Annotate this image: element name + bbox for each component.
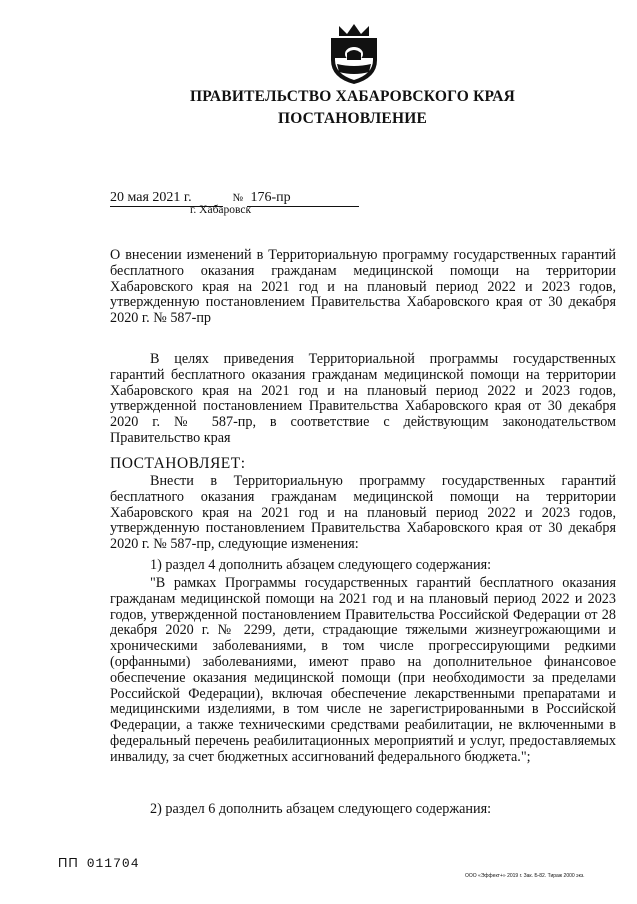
document-city: г. Хабаровск — [190, 204, 252, 216]
change-intro-paragraph: Внести в Территориальную программу государственных гарантий бесплатного оказания гражданам медицинской помощи на территории Хабаровского края на 2021 год и на плановый период 2022 и 2023 годов, утвержденную постановлением Правительства Хабаровского края от 30 декабря 2020 г. № 587-пр, следующие изменения: — [110, 473, 616, 553]
form-serial-number: 011704 — [86, 856, 140, 871]
item-2-paragraph: 2) раздел 6 дополнить абзацем следующего содержания: — [150, 801, 492, 817]
form-serial — [58, 855, 140, 871]
document-date: 20 мая 2021 г. — [110, 190, 223, 207]
form-series: ПП — [58, 855, 79, 870]
document-number: 176-пр — [247, 190, 359, 207]
quoted-paragraph: "В рамках Программы государственных гарантий бесплатного оказания гражданам медицинской помощи на 2021 год и на плановый период 2022 и 2023 годов, утвержденной постановлением Правительства Российской Федерации от 28 декабря 2020 г. № 2299, дети, страдающие тяжелыми жизнеугрожающими и хроническими заболеваниями, в том числе прогрессирующими редкими (орфанными) заболеваниями, имеют право на дополнительное финансовое обеспечение оказания медицинской помощи (при необходимости за пределами Российской Федерации), включая обеспечение лекарственными препаратами и медицинскими изделиями, в том числе не зарегистрированными в Российской Федерации, а также техническими средствами реабилитации, не включенными в федеральный перечень реабилитационных мероприятий и услуг, предоставляемых инвалиду, за счет бюджетных ассигнований федерального бюджета."; — [110, 575, 616, 765]
number-label: № — [232, 192, 243, 204]
decree-word: ПОСТАНОВЛЯЕТ: — [110, 455, 246, 472]
preamble-paragraph: В целях приведения Территориальной программы государственных гарантий бесплатного оказания гражданам медицинской помощи на территории Хабаровского края на 2021 год и на плановый период 2022 и 2023 годов, утвержденной постановлением Правительства Хабаровского края от 30 декабря 2020 г. № 587-пр, в соответствие с действующим законодательством Правительство края — [110, 351, 616, 446]
print-info: ООО «Эффект+» 2019 г. Зак. Б-82. Тираж 2000 экз. — [465, 873, 585, 879]
document-type: ПОСТАНОВЛЕНИЕ — [277, 110, 428, 127]
coat-of-arms-emblem — [325, 20, 383, 86]
item-1-paragraph: 1) раздел 4 дополнить абзацем следующего содержания: — [150, 557, 492, 573]
organization-title: ПРАВИТЕЛЬСТВО ХАБАРОВСКОГО КРАЯ — [189, 88, 516, 105]
document-title: О внесении изменений в Территориальную программу государственных гарантий бесплатного оказания гражданам медицинской помощи на территории Хабаровского края на 2021 год и на плановый период 2022 и 2023 годов, утвержденную постановлением Правительства Хабаровского края от 30 декабря 2020 г. № 587-пр — [110, 247, 616, 327]
